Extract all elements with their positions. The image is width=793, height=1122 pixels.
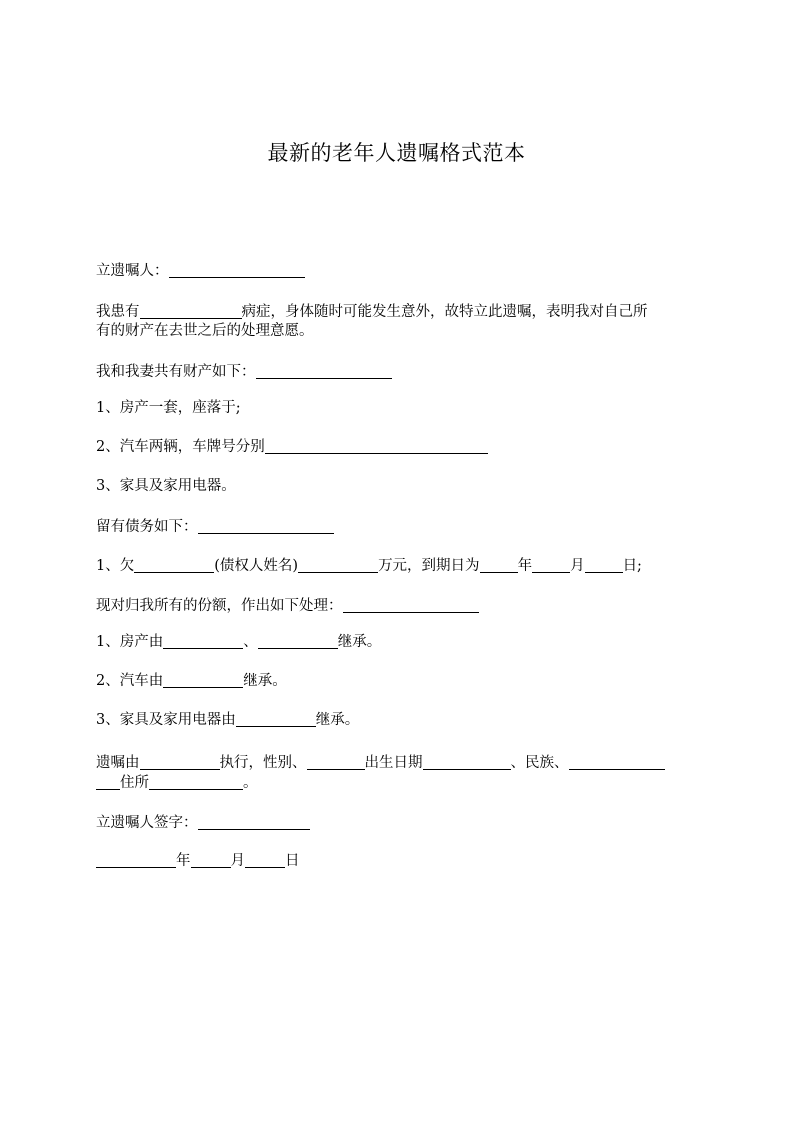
debt-amount-blank[interactable]	[298, 557, 378, 573]
date-line	[96, 852, 696, 871]
illness-line-1	[96, 303, 696, 322]
sign-month-label: 月	[230, 853, 245, 869]
debt-creditor-label: (债权人姓名)	[214, 558, 299, 574]
disposal-furniture-suffix: 继承。	[315, 712, 360, 728]
disposal-item-furniture	[96, 711, 696, 730]
illness-blank[interactable]	[140, 303, 242, 319]
heir-house-blank-2[interactable]	[258, 633, 338, 649]
joint-property-label: 我和我妻共有财产如下：	[96, 364, 256, 380]
sign-year-blank[interactable]	[96, 852, 176, 868]
disposal-item-house	[96, 633, 696, 652]
disposal-car-prefix: 2、汽车由	[96, 673, 164, 689]
testator-line	[96, 262, 696, 281]
executor-prefix: 遗嘱由	[96, 755, 140, 771]
debts-label: 留有债务如下：	[96, 519, 198, 535]
executor-ethnicity-blank-cont[interactable]	[96, 774, 120, 790]
signature-line	[96, 814, 696, 833]
executor-line-2	[96, 774, 696, 793]
executor-executes: 执行，性别、	[219, 755, 307, 771]
debt-year-label: 年	[517, 558, 533, 574]
sign-day-blank[interactable]	[245, 852, 285, 868]
heir-car-blank[interactable]	[163, 672, 243, 688]
disposal-item-car	[96, 672, 696, 691]
debt-year-blank[interactable]	[480, 557, 518, 573]
disposal-house-prefix: 1、房产由	[96, 634, 164, 650]
document-title: 最新的老年人遗嘱格式范本	[267, 141, 526, 165]
heir-house-blank-1[interactable]	[163, 633, 243, 649]
property-car-text: 2、汽车两辆，车牌号分别	[96, 439, 265, 455]
sign-year-label: 年	[176, 853, 191, 869]
disposal-house-sep: 、	[243, 634, 258, 650]
executor-birth-label: 出生日期	[364, 755, 423, 771]
debt-month-label: 月	[570, 558, 585, 574]
debts-blank[interactable]	[198, 518, 334, 534]
property-house-text: 1、房产一套，座落于;	[96, 400, 241, 416]
property-item-car	[96, 438, 696, 457]
signature-blank[interactable]	[198, 814, 310, 830]
executor-name-blank[interactable]	[140, 754, 220, 770]
executor-end: 。	[243, 775, 258, 791]
signature-label: 立遗嘱人签字：	[96, 815, 198, 831]
illness-text-2: 有的财产在去世之后的处理意愿。	[96, 323, 314, 339]
disposal-label: 现对归我所有的份额，作出如下处理：	[96, 598, 343, 614]
property-item-house	[96, 399, 696, 418]
executor-gender-blank[interactable]	[307, 754, 365, 770]
executor-ethnicity-blank[interactable]	[569, 754, 665, 770]
executor-residence-label: 住所	[120, 775, 149, 791]
executor-residence-blank[interactable]	[149, 774, 243, 790]
debt-prefix: 1、欠	[96, 558, 135, 574]
executor-line-1	[96, 754, 696, 773]
disposal-furniture-prefix: 3、家具及家用电器由	[96, 712, 236, 728]
joint-property-blank[interactable]	[256, 363, 392, 379]
heir-furniture-blank[interactable]	[236, 711, 316, 727]
debt-day-blank[interactable]	[585, 557, 623, 573]
illness-text-1: 病症，身体随时可能发生意外，故特立此遗嘱，表明我对自己所	[241, 304, 648, 320]
debt-month-blank[interactable]	[532, 557, 570, 573]
disposal-line	[96, 597, 696, 616]
illness-line-2	[96, 322, 696, 341]
sign-month-blank[interactable]	[191, 852, 231, 868]
property-item-furniture	[96, 477, 696, 496]
debt-item-line	[96, 557, 696, 576]
sign-day-label: 日	[285, 853, 300, 869]
executor-birth-blank[interactable]	[423, 754, 511, 770]
debt-name-blank[interactable]	[134, 557, 214, 573]
executor-ethnicity-label: 、民族、	[510, 755, 569, 771]
testator-blank[interactable]	[169, 262, 305, 278]
property-furniture-text: 3、家具及家用电器。	[96, 478, 236, 494]
disposal-house-suffix: 继承。	[337, 634, 382, 650]
disposal-car-suffix: 继承。	[243, 673, 287, 689]
debts-line	[96, 518, 696, 537]
debt-amount-unit: 万元，到期日为	[378, 558, 480, 574]
debt-day-label: 日;	[622, 558, 642, 574]
joint-property-line	[96, 363, 696, 382]
illness-prefix: 我患有	[96, 304, 140, 320]
testator-label: 立遗嘱人：	[96, 263, 169, 279]
plate-number-blank[interactable]	[265, 438, 488, 454]
disposal-blank[interactable]	[343, 597, 479, 613]
